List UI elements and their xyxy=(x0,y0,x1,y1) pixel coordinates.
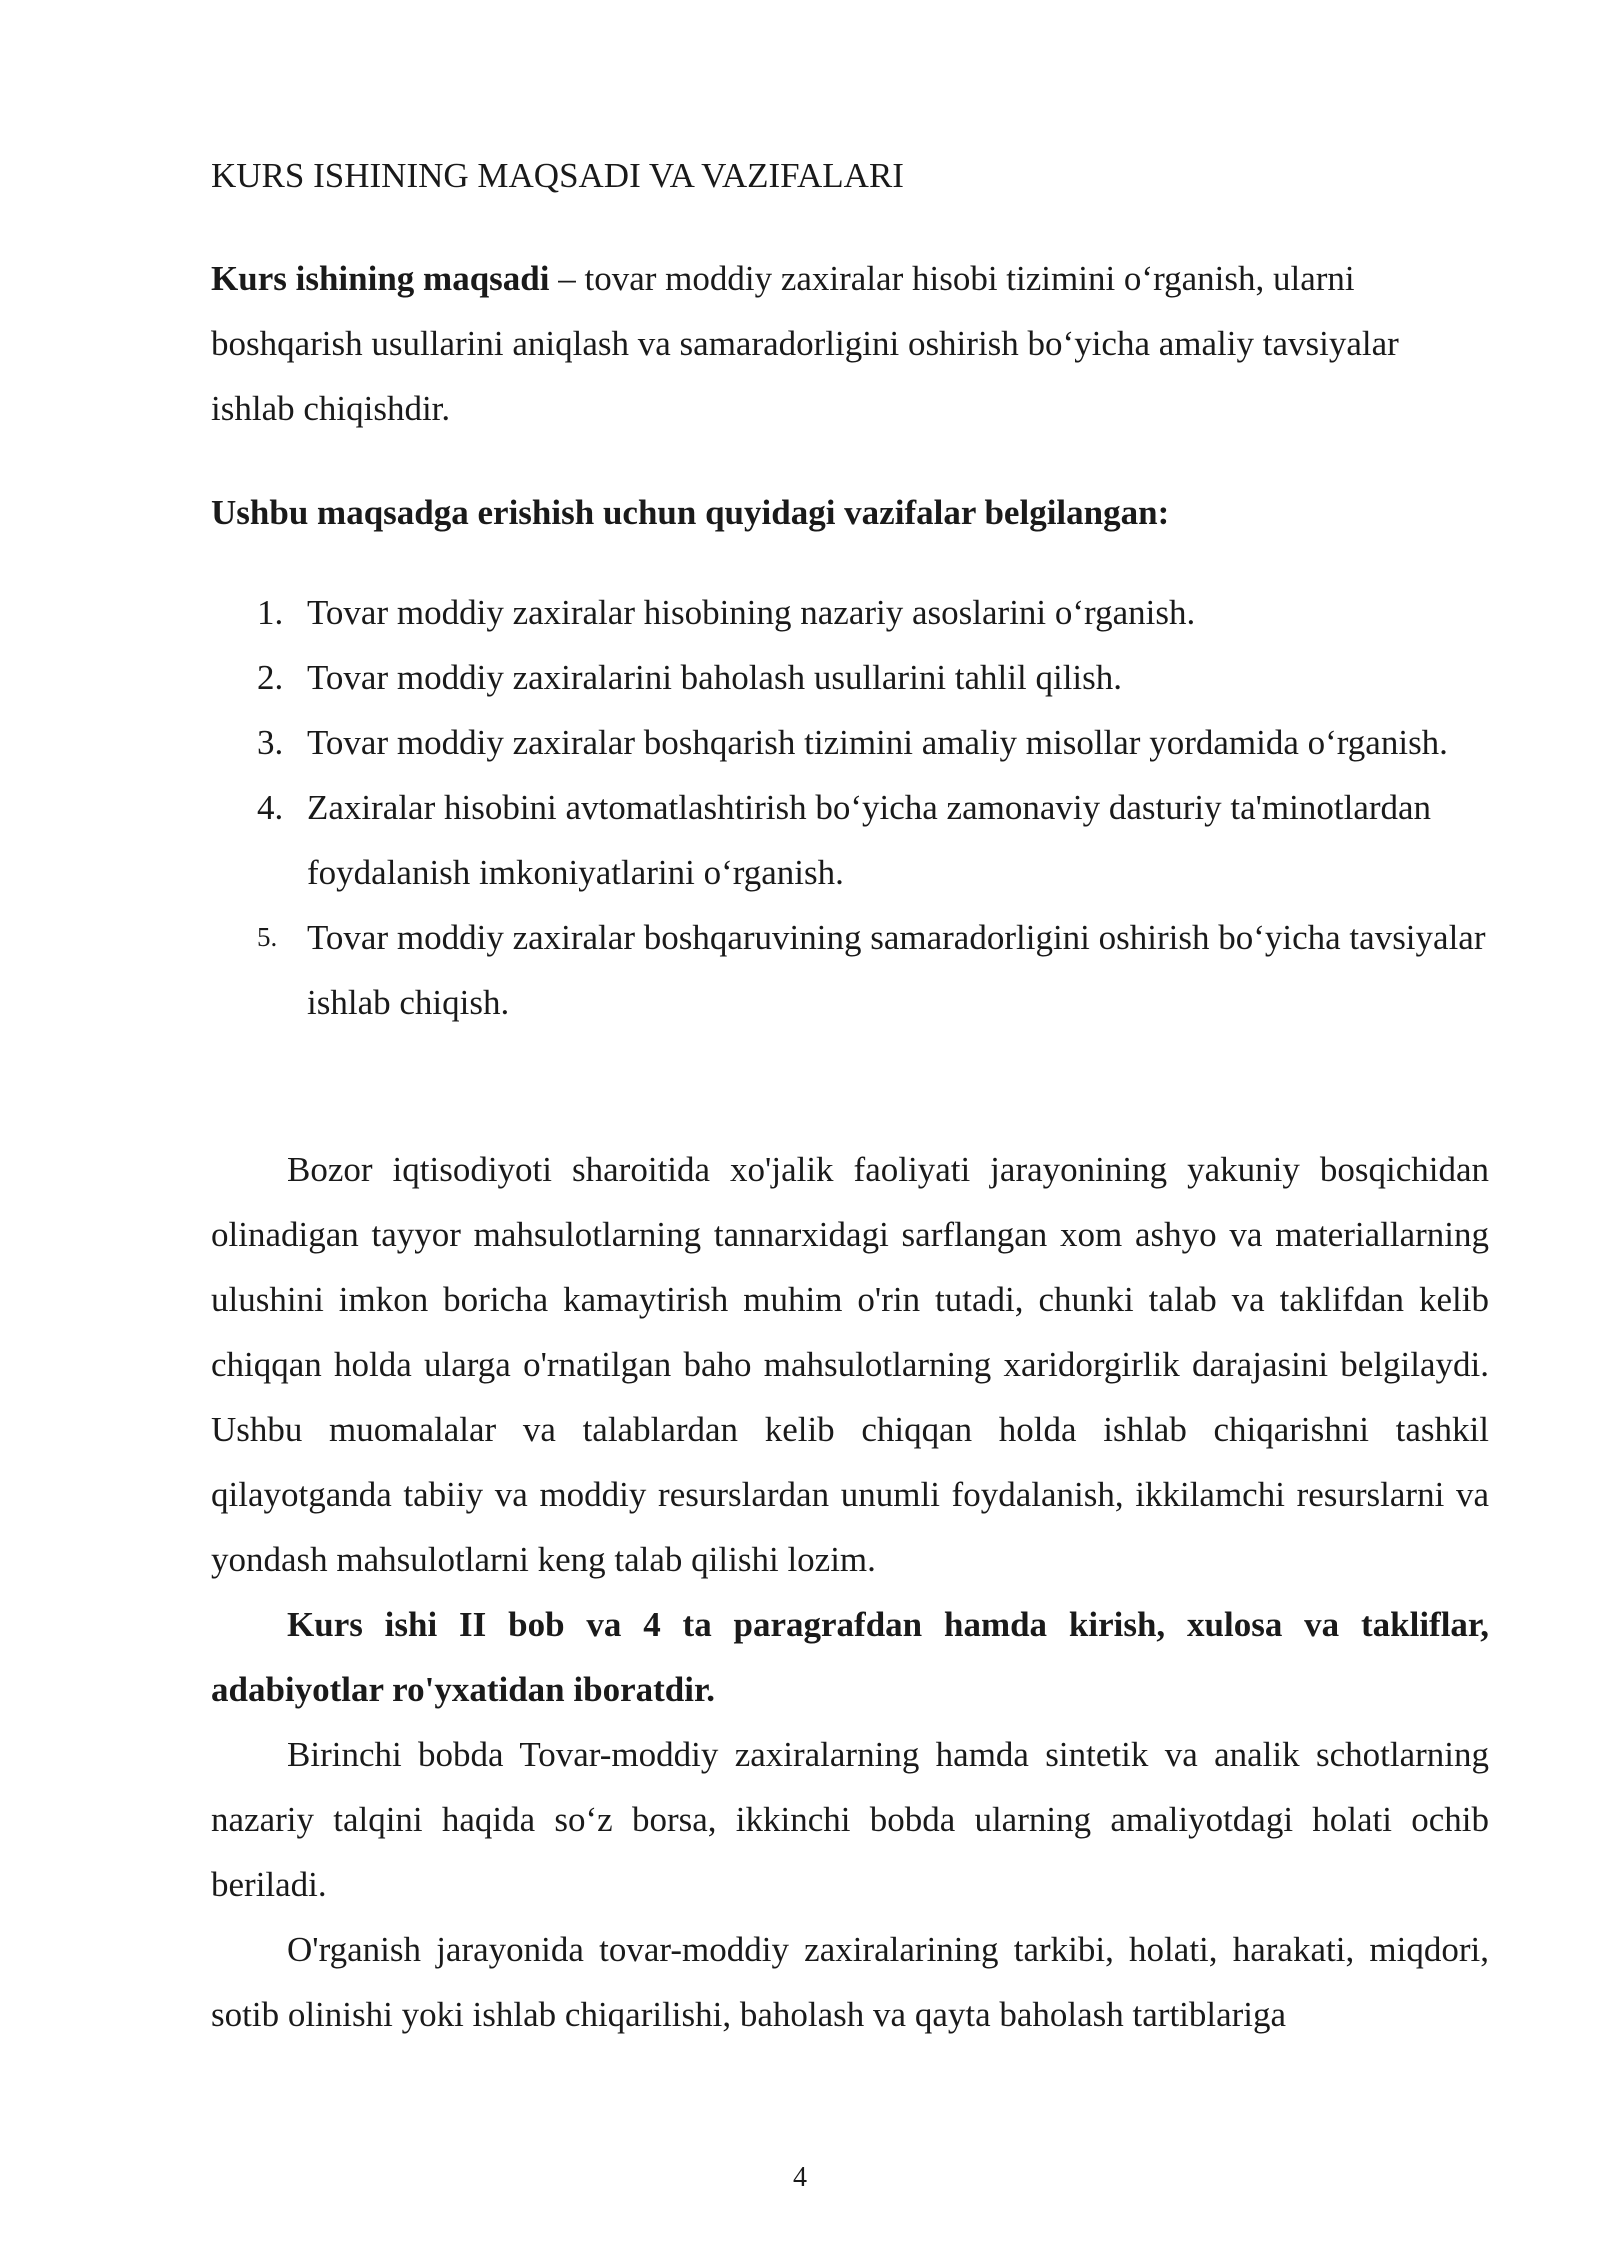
list-item-number: 1. xyxy=(257,593,284,632)
list-item-text: Tovar moddiy zaxiralar boshqarish tizimini amaliy misollar yordamida o‘rganish. xyxy=(307,723,1448,762)
goal-text: – tovar moddiy zaxiralar hisobi tizimini o‘rganish, ularni boshqarish usullarini aniqlash va samaradorligini oshirish bo‘yicha amaliy tavsiyalar ishlab chiqishdir. xyxy=(211,259,1399,428)
list-item-number: 2. xyxy=(257,658,284,697)
list-item-text: Tovar moddiy zaxiralar boshqaruvining samaradorligini oshirish bo‘yicha tavsiyalar ishlab chiqish. xyxy=(307,918,1486,1022)
list-item-text: Tovar moddiy zaxiralar hisobining nazariy asoslarini o‘rganish. xyxy=(307,593,1196,632)
paragraph-chapters: Birinchi bobda Tovar-moddiy zaxiralarning hamda sintetik va analik schotlarning nazariy talqini haqida so‘z borsa, ikkinchi bobda ularning amaliyotdagi holati ochib beriladi. xyxy=(211,1735,1489,1904)
list-item xyxy=(211,905,1489,1035)
paragraph-study-process: O'rganish jarayonida tovar-moddiy zaxiralarining tarkibi, holati, harakati, miqdori, sotib olinishi yoki ishlab chiqarilishi, baholash va qayta baholash tartiblariga xyxy=(211,1930,1489,2034)
page-number: 4 xyxy=(793,2162,807,2193)
list-item-number: 3. xyxy=(257,723,284,762)
list-item-text: Tovar moddiy zaxiralarini baholash usullarini tahlil qilish. xyxy=(307,658,1123,697)
paragraph-market-economy: Bozor iqtisodiyoti sharoitida xo'jalik faoliyati jarayonining yakuniy bosqichidan olinadigan tayyor mahsulotlarning tannarxidagi sarflangan xom ashyo va materiallarning ulushini imkon boricha kamaytirish muhim o'rin tutadi, chunki talab va taklifdan kelib chiqqan holda ularga o'rnatilgan baho mahsulotlarning xaridorgirlik darajasini belgilaydi. Ushbu muomalalar va talablardan kelib chiqqan holda ishlab chiqarishni tashkil qilayotganda tabiiy va moddiy resurslardan unumli foydalanish, ikkilamchi resurslarni va yondash mahsulotlarni keng talab qilishi lozim. xyxy=(211,1150,1489,1579)
paragraph-structure: Kurs ishi II bob va 4 ta paragrafdan hamda kirish, xulosa va takliflar, adabiyotlar ro'yxatidan iboratdir. xyxy=(211,1605,1489,1709)
list-item-number: 5. xyxy=(257,922,278,952)
list-item-text: Zaxiralar hisobini avtomatlashtirish bo‘yicha zamonaviy dasturiy ta'minotlardan foydalanish imkoniyatlarini o‘rganish. xyxy=(307,788,1432,892)
task-list xyxy=(211,580,1489,1035)
page-heading: KURS ISHINING MAQSADI VA VAZIFALARI xyxy=(211,156,904,195)
tasks-intro: Ushbu maqsadga erishish uchun quyidagi vazifalar belgilangan: xyxy=(211,493,1170,532)
list-item-number: 4. xyxy=(257,788,284,827)
list-item xyxy=(211,710,1489,775)
list-item xyxy=(211,580,1489,645)
list-item xyxy=(211,645,1489,710)
goal-paragraph xyxy=(211,246,1471,441)
list-item xyxy=(211,775,1489,905)
goal-lead: Kurs ishining maqsadi xyxy=(211,259,550,298)
body-text xyxy=(211,1137,1489,2047)
